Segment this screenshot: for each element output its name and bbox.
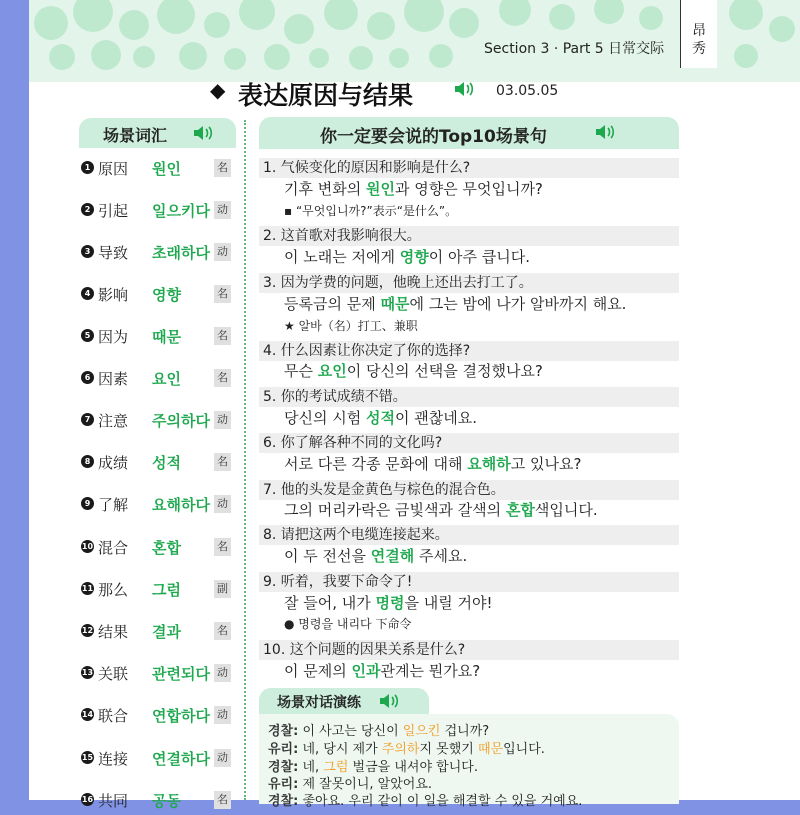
vocab-korean: 연합하다 [152, 707, 210, 725]
sentence-chinese: 2. 这首歌对我影响很大。 [259, 226, 679, 246]
side-tab-label: 昂秀 [692, 23, 706, 57]
part-of-speech-badge: 名 [214, 453, 231, 471]
vocab-row [79, 365, 237, 393]
dialogue-text: 제 잘못이니, 알았어요. [298, 777, 433, 792]
sentence-keyword: 원인 [366, 180, 395, 198]
sentence-korean-text: 이 문제의 [284, 662, 352, 680]
sentence-korean-text: 에 그는 밤에 나가 알바까지 해요. [409, 295, 627, 313]
part-of-speech-badge: 名 [214, 327, 231, 345]
sentence-chinese: 9. 听着，我要下命令了! [259, 572, 679, 592]
vocab-row [79, 449, 237, 477]
part-of-speech-badge: 名 [214, 791, 231, 809]
vocab-korean: 때문 [152, 328, 181, 346]
vocab-row [79, 197, 237, 225]
sentence-korean [284, 246, 530, 267]
sentence-note: ★ 알바（名）打工、兼职 [284, 319, 418, 333]
sentence-korean-text: 이 아주 큽니다. [428, 248, 530, 266]
vocab-chinese: 了解 [98, 496, 129, 514]
vocab-chinese: 联合 [98, 707, 129, 725]
sentence-korean-text: 을 내릴 거야! [404, 594, 493, 612]
dialogue-speaker: 유리: [268, 777, 299, 792]
vocab-number-badge: 7 [81, 413, 94, 426]
dialogue-keyword: 때문 [477, 742, 504, 757]
sentence-korean [284, 360, 543, 381]
side-tab [680, 0, 717, 68]
dialogue-text: 벌금을 내셔야 합니다. [348, 760, 478, 775]
vocab-row [79, 155, 237, 183]
sentence-korean-text: 과 영향은 무엇입니까? [394, 180, 543, 198]
sentence-keyword: 성적 [366, 409, 395, 427]
vocab-korean: 관련되다 [152, 665, 210, 683]
vocab-heading-box [79, 118, 236, 148]
vocab-chinese: 注意 [98, 412, 129, 430]
vocab-chinese: 原因 [98, 160, 129, 178]
vocab-number-badge: 13 [81, 668, 94, 677]
vocab-chinese: 那么 [98, 581, 129, 599]
vocab-number-badge: 5 [81, 329, 94, 342]
vocab-row [79, 745, 237, 773]
sentence-korean-text: 그의 머리카락은 금빛색과 갈색의 [284, 501, 506, 519]
sentence-chinese: 4. 什么因素让你决定了你的选择? [259, 341, 679, 361]
page-title: 表达原因与结果 [238, 81, 414, 110]
sentence-korean [284, 407, 477, 428]
dialogue-keyword: 그럼 [323, 760, 349, 775]
sentence-korean [284, 453, 581, 474]
dialogue-text: 이 사고는 당신이 [298, 724, 403, 739]
vocab-number-badge: 10 [81, 542, 94, 551]
sentence-keyword: 혼합 [505, 501, 535, 519]
sentence-korean [284, 545, 467, 566]
sentence-korean-text: 이 두 전선을 [284, 547, 371, 565]
dialogue-heading-box [259, 688, 429, 714]
vocab-korean: 성적 [152, 454, 181, 472]
section-label: Section 3 · Part 5 日常交际 [484, 41, 665, 57]
part-of-speech-badge: 动 [214, 201, 231, 219]
vocab-korean: 혼합 [152, 539, 181, 557]
vocab-row [79, 534, 237, 562]
part-of-speech-badge: 名 [214, 369, 231, 387]
sentence-chinese: 1. 气候变化的原因和影响是什么? [259, 158, 679, 178]
vocab-chinese: 导致 [98, 244, 129, 262]
vocab-korean: 요인 [152, 370, 181, 388]
vocab-row [79, 787, 237, 815]
vocab-number-badge: 3 [81, 245, 94, 258]
dialogue-text: 겁니까? [440, 724, 490, 739]
sentence-korean [284, 293, 626, 314]
part-of-speech-badge: 名 [214, 538, 231, 556]
vocab-chinese: 引起 [98, 202, 129, 220]
speaker-icon[interactable] [378, 692, 400, 714]
sentence-korean-text: 무슨 [284, 362, 318, 380]
part-of-speech-badge: 名 [214, 285, 231, 303]
part-of-speech-badge: 动 [214, 664, 231, 682]
dialogue-text: 좋아요. 우리 같이 이 일을 해결할 수 있을 거예요. [298, 794, 583, 809]
vocab-korean: 결과 [152, 623, 181, 641]
sentence-korean [284, 660, 480, 681]
sentence-chinese: 7. 他的头发是金黄色与棕色的混合色。 [259, 480, 679, 500]
vocab-korean: 그럼 [152, 581, 181, 599]
dialogue-speaker: 유리: [268, 742, 299, 757]
vocab-number-badge: 6 [81, 371, 94, 384]
sentence-note: ▪ “무엇입니까?”表示“是什么”。 [284, 204, 458, 218]
vocab-number-badge: 12 [81, 626, 94, 635]
part-of-speech-badge: 名 [214, 159, 231, 177]
vocab-number-badge: 11 [81, 584, 94, 593]
vocab-korean: 원인 [152, 160, 181, 178]
sentence-keyword: 요해하 [467, 455, 511, 473]
sentence-korean-text: 서로 다른 각종 문화에 대해 [284, 455, 468, 473]
dialogue-text: 지 못했기 [419, 742, 478, 757]
part-of-speech-badge: 动 [214, 243, 231, 261]
sentence-korean-text: 이 괜찮네요. [394, 409, 477, 427]
sentence-korean-text: 주세요. [414, 547, 468, 565]
dialogue-text: 네, 당시 제가 [298, 742, 382, 757]
vocab-chinese: 关联 [98, 665, 129, 683]
vocab-number-badge: 8 [81, 455, 94, 468]
vocab-number-badge: 14 [81, 710, 94, 719]
vocab-number-badge: 2 [81, 203, 94, 216]
vocab-chinese: 结果 [98, 623, 129, 641]
vocab-row [79, 660, 237, 688]
sentence-note: ● 명령을 내리다 下命令 [284, 617, 412, 631]
sentences-heading: 你一定要会说的Top10场景句 [320, 127, 547, 147]
dialogue-heading: 场景对话演练 [277, 695, 361, 711]
sentence-chinese: 3. 因为学费的问题，他晚上还出去打工了。 [259, 273, 679, 293]
part-of-speech-badge: 副 [214, 580, 231, 598]
dialogue-line [268, 720, 489, 739]
diamond-bullet-icon: ◆ [210, 78, 226, 102]
sentence-keyword: 영향 [399, 248, 429, 266]
sentence-korean [284, 178, 543, 199]
sentence-keyword: 인과 [351, 662, 381, 680]
sentence-korean-text: 이 당신의 선택을 결정했나요? [346, 362, 543, 380]
vocab-row [79, 491, 237, 519]
sentence-korean-text: 관계는 뭔가요? [380, 662, 481, 680]
speaker-icon[interactable] [594, 123, 616, 145]
vocab-korean: 일으키다 [152, 202, 210, 220]
sentence-keyword: 명령 [375, 594, 405, 612]
sentence-korean-text: 이 노래는 저에게 [284, 248, 400, 266]
sentence-chinese: 6. 你了解各种不同的文化吗? [259, 433, 679, 453]
vocab-number-badge: 15 [81, 753, 94, 762]
sentence-keyword: 요인 [317, 362, 347, 380]
part-of-speech-badge: 动 [214, 411, 231, 429]
vocab-korean: 주의하다 [152, 412, 210, 430]
vocab-row [79, 702, 237, 730]
dialogue-line [268, 738, 545, 757]
column-divider [244, 120, 246, 800]
vocab-number-badge: 1 [81, 161, 94, 174]
vocab-row [79, 407, 237, 435]
vocab-korean: 연결하다 [152, 750, 210, 768]
part-of-speech-badge: 动 [214, 706, 231, 724]
dialogue-keyword: 일으킨 [402, 724, 441, 739]
vocab-chinese: 混合 [98, 539, 129, 557]
dialogue-speaker: 경찰: [268, 724, 299, 739]
dialogue-text: 입니다. [503, 742, 545, 757]
sentence-korean [284, 499, 598, 520]
vocab-chinese: 共同 [98, 792, 129, 810]
part-of-speech-badge: 名 [214, 622, 231, 640]
vocab-korean: 영향 [152, 286, 181, 304]
vocab-chinese: 因素 [98, 370, 129, 388]
speaker-icon[interactable] [453, 80, 475, 102]
vocab-row [79, 281, 237, 309]
vocab-chinese: 连接 [98, 750, 129, 768]
sentence-korean-text: 기후 변화의 [284, 180, 366, 198]
dialogue-text: 네, [298, 760, 324, 775]
vocab-number-badge: 4 [81, 287, 94, 300]
sentence-chinese: 10. 这个问题的因果关系是什么? [259, 640, 679, 660]
sentence-korean-text: 색입니다. [534, 501, 598, 519]
sentence-korean-text: 등록금의 문제 [284, 295, 381, 313]
part-of-speech-badge: 动 [214, 749, 231, 767]
vocab-row [79, 239, 237, 267]
sentence-korean-text: 당신의 시험 [284, 409, 366, 427]
part-of-speech-badge: 动 [214, 495, 231, 513]
audio-track-number: 03.05.05 [496, 83, 559, 99]
vocab-row [79, 618, 237, 646]
sentence-chinese: 8. 请把这两个电缆连接起来。 [259, 525, 679, 545]
vocab-heading: 场景词汇 [103, 126, 168, 145]
vocab-number-badge: 9 [81, 497, 94, 510]
vocab-row [79, 323, 237, 351]
vocab-row [79, 576, 237, 604]
vocab-chinese: 成绩 [98, 454, 129, 472]
vocab-korean: 공동 [152, 792, 181, 810]
speaker-icon[interactable] [192, 124, 214, 146]
vocab-korean: 요해하다 [152, 496, 210, 514]
dialogue-speaker: 경찰: [268, 760, 299, 775]
dialogue-speaker: 경찰: [268, 794, 299, 809]
vocab-chinese: 因为 [98, 328, 129, 346]
dialogue-keyword: 주의하 [381, 742, 420, 757]
sentence-korean [284, 592, 493, 613]
sentences-heading-box [259, 117, 679, 149]
sentence-korean-text: 잘 들어, 내가 [284, 594, 376, 612]
sentence-keyword: 연결해 [370, 547, 415, 565]
sentence-keyword: 때문 [380, 295, 410, 313]
vocab-number-badge: 16 [81, 795, 94, 804]
vocab-chinese: 影响 [98, 286, 129, 304]
sentence-korean-text: 고 있나요? [510, 455, 582, 473]
vocab-korean: 초래하다 [152, 244, 210, 262]
sentence-chinese: 5. 你的考试成绩不错。 [259, 387, 679, 407]
